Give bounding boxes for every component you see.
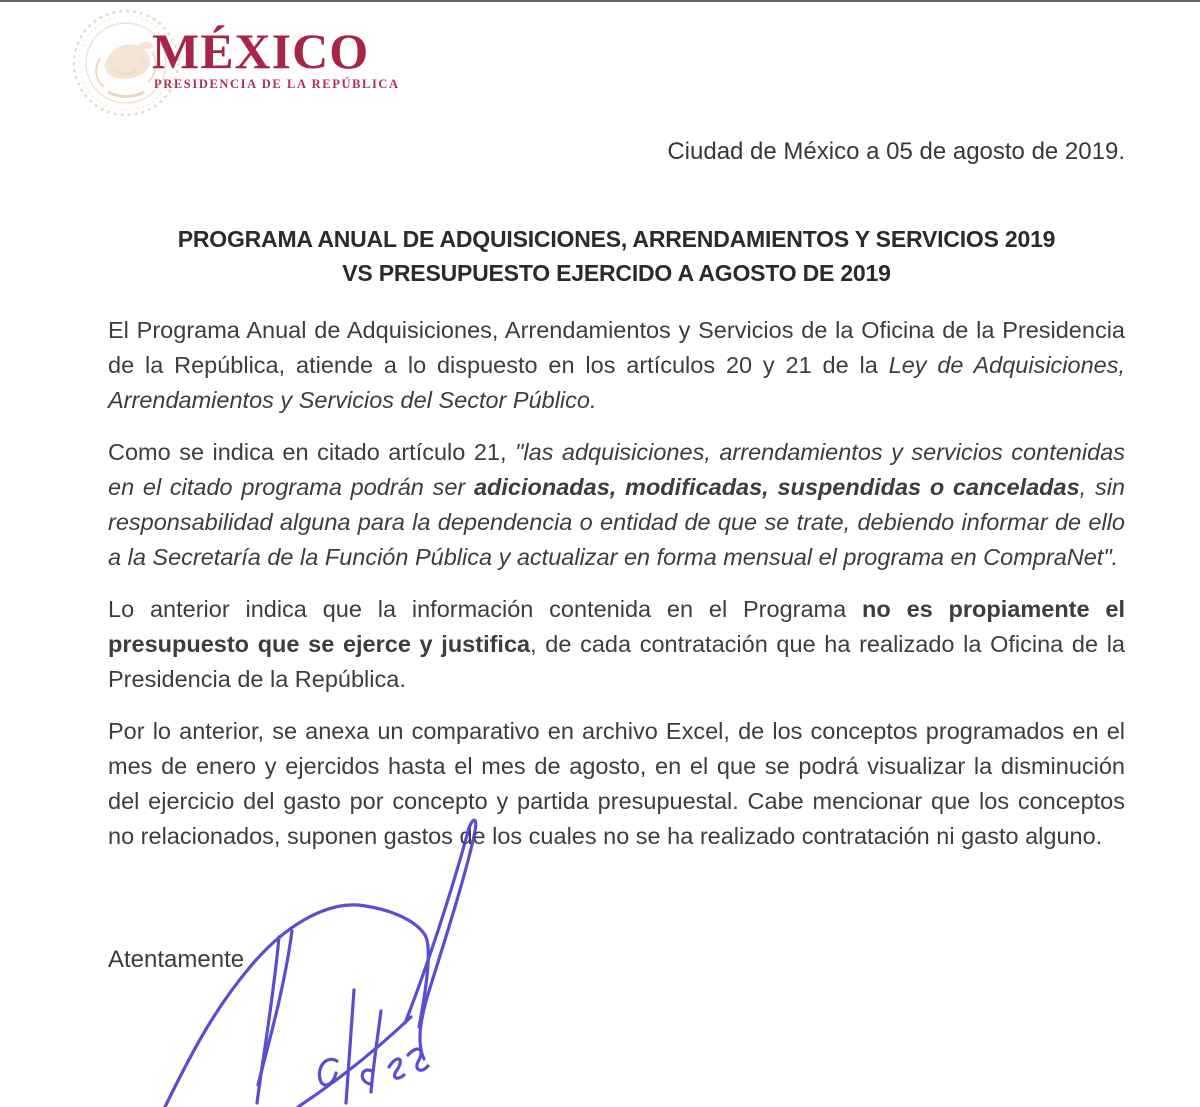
government-letterhead	[64, 6, 524, 118]
p1-text: El Programa Anual de Adquisiciones, Arrendamientos y Servicios de la Oficina de la Presidencia de la República, atiende a lo dispuesto en los artículos 20 y 21 de la	[108, 317, 1125, 378]
document-title-line2: VS PRESUPUESTO EJERCIDO A AGOSTO DE 2019	[342, 260, 891, 286]
brand-wordmark: MÉXICO	[152, 23, 370, 79]
p3-emphasis: no es propiamente el presupuesto que se ejerce y justifica	[108, 596, 1125, 657]
p1-law-name: Ley de Adquisiciones, Arrendamientos y Servicios del Sector Público.	[108, 352, 1125, 413]
p2-quote-emphasis: adicionadas, modificadas, suspendidas o canceladas	[473, 474, 1080, 500]
p2-intro: Como se indica en citado artículo 21,	[108, 439, 516, 465]
p2-quote-end: , sin responsabilidad alguna para la dependencia o entidad de que se trate, debiendo informar de ello a la Secretaría de la Función Pública y actualizar en forma mensual el programa en CompraNet".	[108, 474, 1125, 570]
p2-quote-start: "las adquisiciones, arrendamientos y servicios contenidas en el citado programa podrán ser	[108, 439, 1125, 500]
paragraph-4	[108, 714, 1125, 854]
document-title-line1: PROGRAMA ANUAL DE ADQUISICIONES, ARRENDAMIENTOS Y SERVICIOS 2019	[177, 226, 1056, 252]
top-edge-line	[0, 0, 1200, 2]
document-title	[92, 222, 1141, 290]
p3-intro: Lo anterior indica que la información contenida en el Programa	[108, 596, 863, 622]
paragraph-3	[108, 592, 1125, 697]
date-line: Ciudad de México a 05 de agosto de 2019.	[667, 138, 1125, 165]
letter-body	[108, 313, 1125, 854]
p4-text: Por lo anterior, se anexa un comparativo en archivo Excel, de los conceptos programados en el mes de enero y ejercidos hasta el mes de agosto, en el que se podrá visualizar la disminución del ejercicio del gasto por concepto y partida presupuestal. Cabe mencionar que los conceptos no relacionados, suponen gastos de los cuales no se ha realizado contratación ni gasto alguno.	[108, 718, 1125, 849]
paragraph-2	[108, 435, 1125, 575]
p3-end: , de cada contratación que ha realizado la Oficina de la Presidencia de la República.	[108, 631, 1125, 692]
brand-subtitle: PRESIDENCIA DE LA REPÚBLICA	[154, 77, 400, 91]
closing-salutation: Atentamente	[108, 946, 245, 973]
paragraph-1	[108, 313, 1125, 418]
